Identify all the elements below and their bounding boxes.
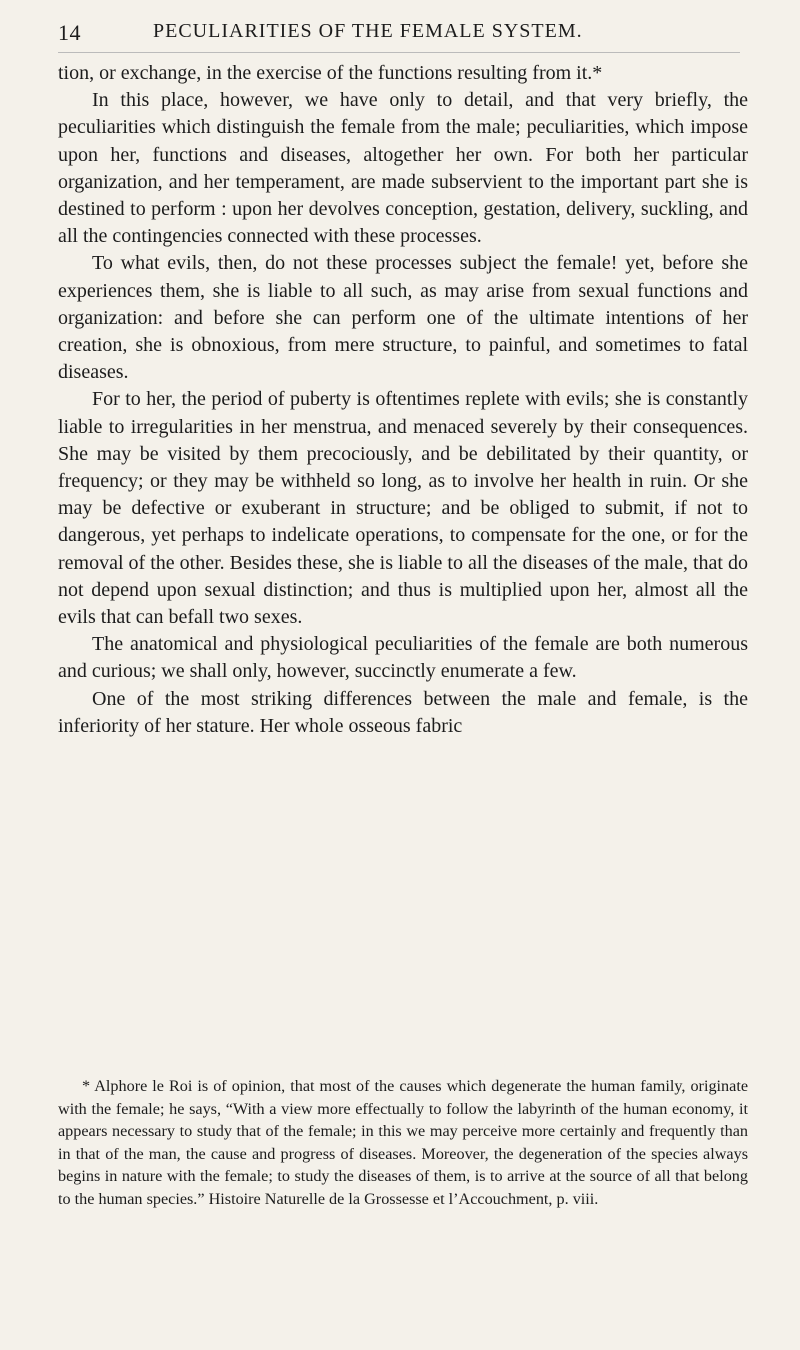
paragraph: One of the most striking differences between the male and female, is the inferiority of her stature. Her whole osseous fabric: [58, 687, 748, 737]
body-text: [58, 60, 748, 740]
paragraph-continued: tion, or exchange, in the exercise of the functions resulting from it.*: [58, 62, 603, 84]
paragraph: In this place, however, we have only to detail, and that very briefly, the peculiarities which distinguish the female from the male; peculiarities, which impose upon her, functions and diseases, altogether her own. For both her particular organization, and her temperament, are made subservient to the important part she is destined to perform : upon her devolves conception, gestation, delivery, suckling, and all the contingencies connected with these processes.: [58, 89, 748, 248]
page-header: [58, 12, 740, 53]
page-number: 14: [58, 20, 81, 45]
footnote: [58, 1075, 748, 1211]
paragraph: To what evils, then, do not these processes subject the female! yet, before she experiences them, she is liable to all such, as may arise from sexual functions and organization: and before she can perform one of the ultimate intentions of her creation, she is obnoxious, from mere structure, to painful, and sometimes to fatal diseases.: [58, 252, 748, 384]
paragraph: The anatomical and physiological peculiarities of the female are both numerous and curious; we shall only, however, succinctly enumerate a few.: [58, 633, 748, 683]
paragraph: For to her, the period of puberty is oftentimes replete with evils; she is constantly liable to irregularities in her menstrua, and menaced severely by their consequences. She may be visited by them precociously, and be debilitated by their quantity, or frequency; or they may be withheld so long, as to involve her health in ruin. Or she may be defective or exuberant in structure; and be obliged to submit, if not to dangerous, yet perhaps to indelicate operations, to compensate for the one, or for the removal of the other. Besides these, she is liable to all the diseases of the male, that do not depend upon sexual distinction; and thus is multiplied upon her, almost all the evils that can befall two sexes.: [58, 388, 748, 629]
footnote-text: * Alphore le Roi is of opinion, that most of the causes which degenerate the human family, originate with the female; he says, “With a view more effectually to follow the labyrinth of the human economy, it appears necessary to study that of the female; in this we may perceive more certainly and frequently than in that of the man, the cause and progress of diseases. Moreover, the degeneration of the species always begins in nature with the female; to study the diseases of them, is to arrive at the source of all that belong to the human species.” Histoire Naturelle de la Grossesse et l’Accouchment, p. viii.: [58, 1077, 748, 1208]
running-head: PECULIARITIES OF THE FEMALE SYSTEM.: [153, 20, 583, 42]
